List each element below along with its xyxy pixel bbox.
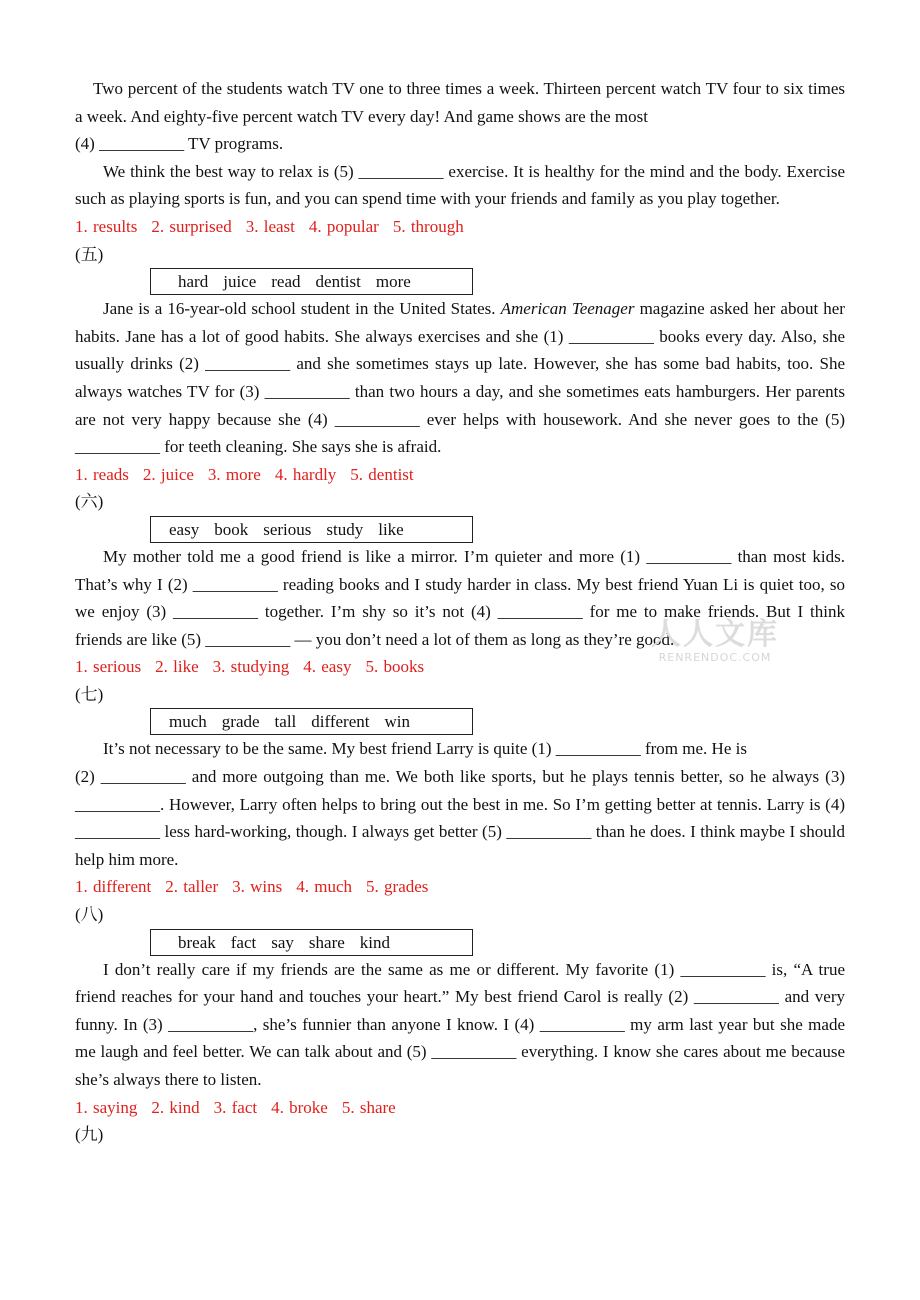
answer-item: 1. serious — [75, 657, 142, 677]
passage-4-paragraph-1: Two percent of the students watch TV one to three times a week. Thirteen percent watch TV four to six times a week. And eighty-five percent watch TV every day! And game shows are the most (4) __________ TV programs. — [75, 75, 845, 158]
answer-item: 4. hardly — [274, 464, 337, 484]
magazine-title: American Teenager — [500, 299, 635, 319]
word-option: juice — [223, 272, 257, 292]
answer-item: 4. much — [296, 877, 353, 897]
word-option: easy — [169, 519, 200, 539]
passage-5-answers — [75, 461, 845, 489]
word-option: kind — [359, 932, 391, 952]
word-option: dentist — [315, 272, 361, 292]
section-label-8: (八) — [75, 905, 104, 925]
word-option: say — [271, 932, 294, 952]
answer-item: 5. share — [341, 1097, 396, 1117]
word-option: much — [169, 712, 207, 732]
word-option: fact — [230, 932, 257, 952]
word-box-5 — [150, 268, 473, 295]
answer-item: 2. taller — [165, 877, 219, 897]
answer-item: 3. wins — [232, 877, 283, 897]
answer-item: 3. fact — [213, 1097, 258, 1117]
passage-4-answers — [75, 213, 845, 241]
passage-4-line-2: (4) __________ TV programs. — [75, 134, 284, 154]
word-option: serious — [263, 519, 312, 539]
word-option: grade — [221, 712, 260, 732]
word-box-6 — [150, 516, 473, 543]
passage-4-paragraph-2: We think the best way to relax is (5) __________ exercise. It is healthy for the mind and the body. Exercise such as playing sports is fun, and you can spend time with your friends and family as you play together. — [75, 161, 845, 209]
word-option: hard — [178, 272, 209, 292]
answer-item: 5. through — [392, 216, 464, 236]
answer-item: 5. books — [365, 657, 425, 677]
watermark-title: 人人文库 — [651, 617, 779, 652]
word-option: read — [271, 272, 301, 292]
passage-7-line-1: It’s not necessary to be the same. My best friend Larry is quite (1) __________ from me. He is — [103, 739, 747, 759]
answer-item: 1. different — [75, 877, 152, 897]
section-label-9: (九) — [75, 1125, 104, 1145]
watermark-domain: RENRENDOC.COM — [658, 651, 772, 664]
word-box-7 — [150, 708, 473, 735]
section-label-6: (六) — [75, 492, 104, 512]
answer-item: 2. juice — [142, 464, 194, 484]
word-option: win — [384, 712, 410, 732]
answer-item: 5. dentist — [350, 464, 414, 484]
word-box-8 — [150, 929, 473, 956]
answer-item: 4. popular — [308, 216, 379, 236]
passage-5-text: Jane is a 16-year-old school student in the United States. American Teenager magazine asked her about her habits. Jane has a lot of good habits. She always exercises and she (1) __________ books every day. Also, she usually drinks (2) __________ and she sometimes stays up late. However, she has some bad habits, too. She always watches TV for (3) __________ than two hours a day, and she sometimes eats hamburgers. Her parents are not very happy because she (4) __________ ever helps with housework. And she never goes to the (5) __________ for teeth cleaning. She says she is afraid. — [75, 299, 845, 457]
answer-item: 3. more — [207, 464, 261, 484]
word-option: study — [326, 519, 364, 539]
word-option: tall — [274, 712, 297, 732]
answer-item: 3. least — [245, 216, 295, 236]
section-label-5: (五) — [75, 244, 104, 264]
answer-item: 2. surprised — [151, 216, 232, 236]
passage-6-text: My mother told me a good friend is like a mirror. I’m quieter and more (1) __________ than most kids. That’s why I (2) __________ reading books and I study harder in class. My best friend Yuan Li is quiet too, so we enjoy (3) __________ together. I’m shy so it’s not (4) __________ for me to make friends. But I think friends are like (5) __________ — you don’t need a lot of them as long as they’re good. — [75, 546, 845, 649]
answer-item: 1. results — [75, 216, 138, 236]
answer-item: 5. grades — [366, 877, 429, 897]
answer-item: 1. saying — [75, 1097, 138, 1117]
document-page — [75, 75, 845, 1149]
passage-8-answers — [75, 1094, 845, 1122]
answer-item: 2. like — [155, 657, 199, 677]
answer-item: 4. easy — [303, 657, 352, 677]
word-option: share — [308, 932, 345, 952]
word-option: break — [178, 932, 216, 952]
passage-6-answers — [75, 653, 845, 681]
word-option: like — [378, 519, 404, 539]
answer-item: 4. broke — [271, 1097, 328, 1117]
section-label-7: (七) — [75, 684, 104, 704]
word-option: more — [375, 272, 411, 292]
word-option: book — [214, 519, 249, 539]
answer-item: 3. studying — [212, 657, 290, 677]
answer-item: 2. kind — [151, 1097, 200, 1117]
passage-7-answers — [75, 873, 845, 901]
word-option: different — [311, 712, 370, 732]
passage-7-text: (2) __________ and more outgoing than me. We both like sports, but he plays tennis better, so he always (3) __________. However, Larry often helps to bring out the best in me. So I’m getting better at tennis. Larry is (4) __________ less hard-working, though. I always get better (5) __________ than he does. I think maybe I should help him more. — [75, 767, 845, 869]
passage-8-text: I don’t really care if my friends are the same as me or different. My favorite (1) __________ is, “A true friend reaches for your hand and touches your heart.” My best friend Carol is really (2) __________ and very funny. In (3) __________, she’s funnier than anyone I know. I (4) __________ my arm last year but she made me laugh and feel better. We can talk about and (5) __________ everything. I know she cares about me because she’s always there to listen. — [75, 959, 845, 1089]
answer-item: 1. reads — [75, 464, 129, 484]
